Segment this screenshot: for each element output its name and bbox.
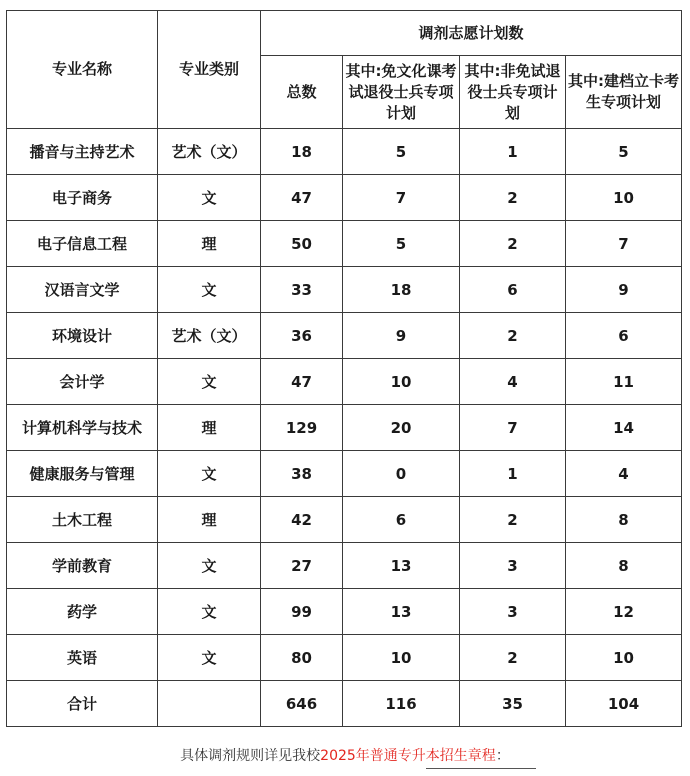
cell-nonexempt: 3: [460, 589, 566, 635]
table-row: [7, 221, 682, 267]
cell-exempt: 13: [343, 589, 460, 635]
cell-nonexempt: 6: [460, 267, 566, 313]
cell-card: 4: [566, 451, 682, 497]
cell-card: 104: [566, 681, 682, 727]
cell-nonexempt: 2: [460, 221, 566, 267]
cell-major-type: 理: [158, 405, 261, 451]
table-row: [7, 497, 682, 543]
cell-nonexempt: 1: [460, 129, 566, 175]
header-card: 其中:建档立卡考生专项计划: [566, 56, 682, 129]
cell-total: 50: [261, 221, 343, 267]
cell-exempt: 18: [343, 267, 460, 313]
cell-card: 8: [566, 543, 682, 589]
cell-card: 5: [566, 129, 682, 175]
cell-major-type: 文: [158, 267, 261, 313]
cell-total: 38: [261, 451, 343, 497]
cell-major-name: 电子信息工程: [7, 221, 158, 267]
table-row: [7, 635, 682, 681]
cell-major-name: 健康服务与管理: [7, 451, 158, 497]
cell-exempt: 10: [343, 635, 460, 681]
cell-nonexempt: 1: [460, 451, 566, 497]
cell-major-type: 文: [158, 543, 261, 589]
cell-total: 47: [261, 175, 343, 221]
table-row: [7, 129, 682, 175]
cell-exempt: 0: [343, 451, 460, 497]
cell-major-type: 文: [158, 451, 261, 497]
table-row: [7, 359, 682, 405]
cell-exempt: 10: [343, 359, 460, 405]
cell-major-type: 艺术（文）: [158, 129, 261, 175]
cell-exempt: 7: [343, 175, 460, 221]
cell-total: 80: [261, 635, 343, 681]
cell-nonexempt: 35: [460, 681, 566, 727]
totals-row: [7, 681, 682, 727]
cell-nonexempt: 7: [460, 405, 566, 451]
cell-nonexempt: 2: [460, 313, 566, 359]
header-major-type: 专业类别: [158, 11, 261, 129]
header-exempt: 其中:免文化课考试退役士兵专项计划: [343, 56, 460, 129]
cell-major-name: 汉语言文学: [7, 267, 158, 313]
cell-major-type: 理: [158, 221, 261, 267]
cell-exempt: 116: [343, 681, 460, 727]
header-nonexempt: 其中:非免试退役士兵专项计划: [460, 56, 566, 129]
cell-card: 14: [566, 405, 682, 451]
charter-link[interactable]: 2025年普通专升本招生章程: [320, 748, 496, 764]
cell-major-name: 计算机科学与技术: [7, 405, 158, 451]
table-row: [7, 405, 682, 451]
cell-major-type: 艺术（文）: [158, 313, 261, 359]
table-row: [7, 451, 682, 497]
cell-nonexempt: 3: [460, 543, 566, 589]
cell-card: 10: [566, 175, 682, 221]
cell-card: 7: [566, 221, 682, 267]
cell-major-name: 环境设计: [7, 313, 158, 359]
cell-major-type: 文: [158, 635, 261, 681]
cell-total: 646: [261, 681, 343, 727]
cell-card: 8: [566, 497, 682, 543]
cell-exempt: 5: [343, 221, 460, 267]
cell-nonexempt: 2: [460, 497, 566, 543]
header-major-name: 专业名称: [7, 11, 158, 129]
cell-total: 18: [261, 129, 343, 175]
table-body: [7, 129, 682, 727]
cell-total: 27: [261, 543, 343, 589]
table-row: [7, 589, 682, 635]
cell-major-type: 理: [158, 497, 261, 543]
cell-total: 42: [261, 497, 343, 543]
cell-exempt: 9: [343, 313, 460, 359]
cell-major-type: 文: [158, 589, 261, 635]
cell-major-name: 合计: [7, 681, 158, 727]
cell-major-name: 播音与主持艺术: [7, 129, 158, 175]
cell-total: 129: [261, 405, 343, 451]
footer-prefix: 具体调剂规则详见我校: [180, 748, 321, 764]
cell-exempt: 20: [343, 405, 460, 451]
cell-total: 33: [261, 267, 343, 313]
plan-table: [6, 10, 682, 727]
cell-major-name: 土木工程: [7, 497, 158, 543]
footer-note: [0, 745, 690, 765]
table-row: [7, 267, 682, 313]
cell-exempt: 6: [343, 497, 460, 543]
cell-nonexempt: 2: [460, 175, 566, 221]
cell-card: 9: [566, 267, 682, 313]
footer-partial-line: [0, 768, 690, 776]
footer-suffix: ：: [495, 748, 510, 764]
cell-major-name: 学前教育: [7, 543, 158, 589]
cell-card: 11: [566, 359, 682, 405]
cell-total: 36: [261, 313, 343, 359]
cell-major-type: 文: [158, 175, 261, 221]
table-row: [7, 313, 682, 359]
cell-card: 12: [566, 589, 682, 635]
cell-major-name: 会计学: [7, 359, 158, 405]
table-row: [7, 543, 682, 589]
cell-major-type: [158, 681, 261, 727]
cell-exempt: 13: [343, 543, 460, 589]
cell-card: 10: [566, 635, 682, 681]
cell-total: 99: [261, 589, 343, 635]
cell-card: 6: [566, 313, 682, 359]
cut-off-fragment: [426, 768, 536, 771]
header-group-title: 调剂志愿计划数: [261, 11, 682, 56]
header-total: 总数: [261, 56, 343, 129]
cell-major-name: 英语: [7, 635, 158, 681]
cell-exempt: 5: [343, 129, 460, 175]
table-row: [7, 175, 682, 221]
cell-nonexempt: 2: [460, 635, 566, 681]
cell-nonexempt: 4: [460, 359, 566, 405]
cell-major-name: 电子商务: [7, 175, 158, 221]
cell-major-name: 药学: [7, 589, 158, 635]
cell-total: 47: [261, 359, 343, 405]
cell-major-type: 文: [158, 359, 261, 405]
